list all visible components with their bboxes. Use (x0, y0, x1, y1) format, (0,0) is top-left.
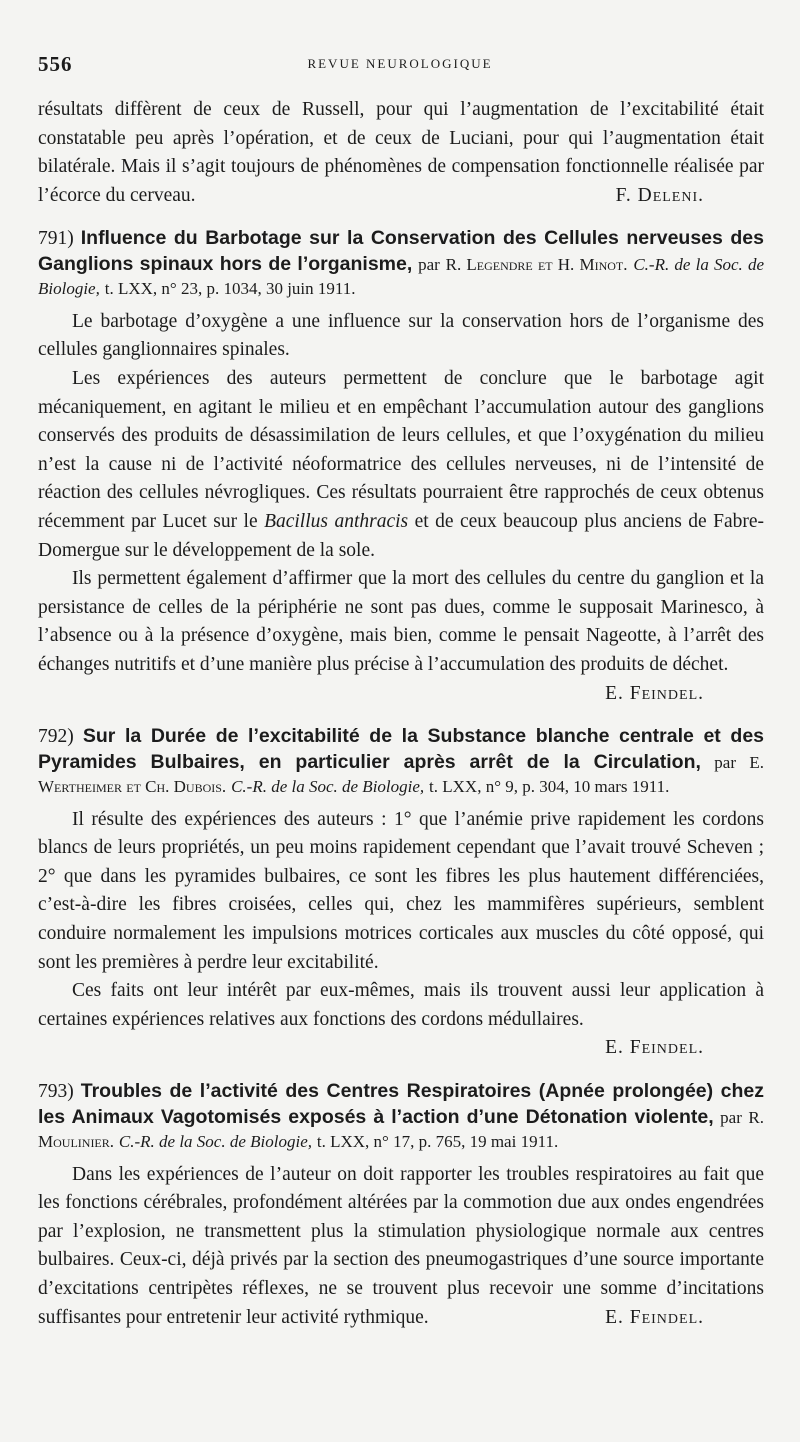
ref-prefix: par (714, 752, 736, 772)
continuation-paragraph (38, 96, 764, 210)
abstract-entry-791 (38, 226, 764, 708)
ref-prefix: par (720, 1107, 742, 1127)
body-paragraph: Ces faits ont leur intérêt par eux-mêmes, mais ils trouvent aussi leur application à certaines expériences relatives aux fonctions des cordons médullaires. (38, 980, 764, 1030)
signature: E. Feindel. (605, 682, 704, 704)
entry-heading (38, 724, 764, 800)
entry-heading (38, 1079, 764, 1155)
entry-authors: E. Wertheimer et Ch. Dubois. (38, 752, 765, 797)
paragraph-text: Dans les expériences de l’auteur on doit rapporter les troubles respiratoires au fait que les fonctions cérébrales, profondément altérées par la commotion due aux ondes engendrées par l’explosion, ne transmettent plus la stimulation physiologique normale aux centres bulbaires. Ceux-ci, déjà privés par la section des pneumogastriques d’une source importante d’excitations centripètes réflexes, ne se trouvent plus recevoir une somme d’incitations suffisantes pour entretenir leur activité rythmique. (38, 1163, 764, 1328)
entry-authors: R. Moulinier. (38, 1107, 765, 1152)
body-paragraph: Il résulte des expériences des auteurs : 1° que l’anémie prive rapidement les cordons blancs de leurs propriétés, un peu moins rapidement cependant que l’avait trouvé Scheven ; 2° que dans les pyramides bulbaires, ce sont les fibres les plus hautement différenciées, c’est-à-dire les fibres croisées, celles qui, chez les mammifères supérieurs, semblent conduire normalement les impulsions motrices corticales aux muscles du côté opposé, qui sont les premières à perdre leur excitabilité. (38, 808, 764, 973)
body-paragraph (38, 365, 764, 565)
entry-title: Troubles de l’activité des Centres Respiratoires (Apnée prolongée) chez les Animaux Vagotomisés exposés à l’action d’une Détonation violente, (38, 1080, 765, 1128)
entry-journal: C.-R. de la Soc. de Biologie, (38, 254, 765, 299)
entry-title: Influence du Barbotage sur la Conservation des Cellules nerveuses des Ganglions spinaux hors de l’organisme, (38, 227, 764, 275)
signature: E. Feindel. (605, 1306, 704, 1328)
paragraph-text: Ils permettent également d’affirmer que la mort des cellules du centre du ganglion et la persistance de celles de la périphérie ne sont pas dues, comme le supposait Marinesco, à l’absence ou à la présence d’oxygène, mais bien, comme le pensait Nageotte, à l’arrêt des échanges nutritifs et d’une manière plus précise à l’accumulation des produits de déchet. (38, 568, 764, 675)
entry-ref-details: t. LXX, n° 17, p. 765, 19 mai 1911. (316, 1132, 559, 1152)
ref-prefix: par (418, 254, 440, 274)
paragraph-text-tail: et de ceux beaucoup plus anciens de Fabre-Domergue sur le développement de la sole. (38, 511, 765, 561)
entry-ref-details: t. LXX, n° 9, p. 304, 10 mars 1911. (429, 777, 670, 797)
entry-title: Sur la Durée de l’excitabilité de la Substance blanche centrale et des Pyramides Bulbaires, en particulier après arrêt de la Circulation, (38, 725, 765, 773)
entry-number: 793) (38, 1081, 74, 1103)
body-paragraph (38, 565, 764, 704)
abstract-entry-792 (38, 724, 764, 1063)
abstract-entry-793 (38, 1079, 764, 1332)
body-paragraph: Le barbotage d’oxygène a une influence sur la conservation hors de l’organisme des cellules ganglionnaires spinales. (38, 310, 764, 361)
body-paragraph (38, 1161, 764, 1333)
signature: E. Feindel. (605, 1037, 704, 1059)
entry-journal: C.-R. de la Soc. de Biologie, (118, 1132, 312, 1152)
entry-ref-details: t. LXX, n° 23, p. 1034, 30 juin 1911. (104, 279, 356, 299)
entry-number: 792) (38, 726, 74, 748)
running-title: REVUE NEUROLOGIQUE (307, 56, 493, 71)
entry-number: 791) (38, 228, 74, 250)
entry-journal: C.-R. de la Soc. de Biologie, (231, 777, 425, 797)
continuation-text: résultats diffèrent de ceux de Russell, pour qui l’augmentation de l’excitabilité était constatable peu après l’opération, et de ceux de Luciani, pour qui l’augmentation était bilatérale. Mais il s’agit toujours de phénomènes de compensation fonctionnelle réalisée par l’écorce du cerveau. (38, 99, 764, 206)
entry-heading (38, 226, 764, 302)
page-content (38, 96, 764, 1332)
paragraph-text: Les expériences des auteurs permettent de conclure que le barbotage agit mécaniquement, en agitant le milieu et en empêchant l’accumulation autour des ganglions conservés des produits de désassimilation de leurs cellules, et que l’oxygénation du milieu n’est la cause ni de l’activité néoformatrice des cellules nerveuses, ni de l’intensité de réaction des cellules névrogliques. Ces résultats pourraient être rapprochés de ceux obtenus récemment par Lucet sur le (38, 368, 764, 533)
signature: F. Deleni. (615, 184, 704, 206)
page-number: 556 (38, 52, 73, 76)
entry-authors: R. Legendre et H. Minot. (445, 254, 628, 274)
italic-term: Bacillus anthracis (264, 511, 409, 533)
